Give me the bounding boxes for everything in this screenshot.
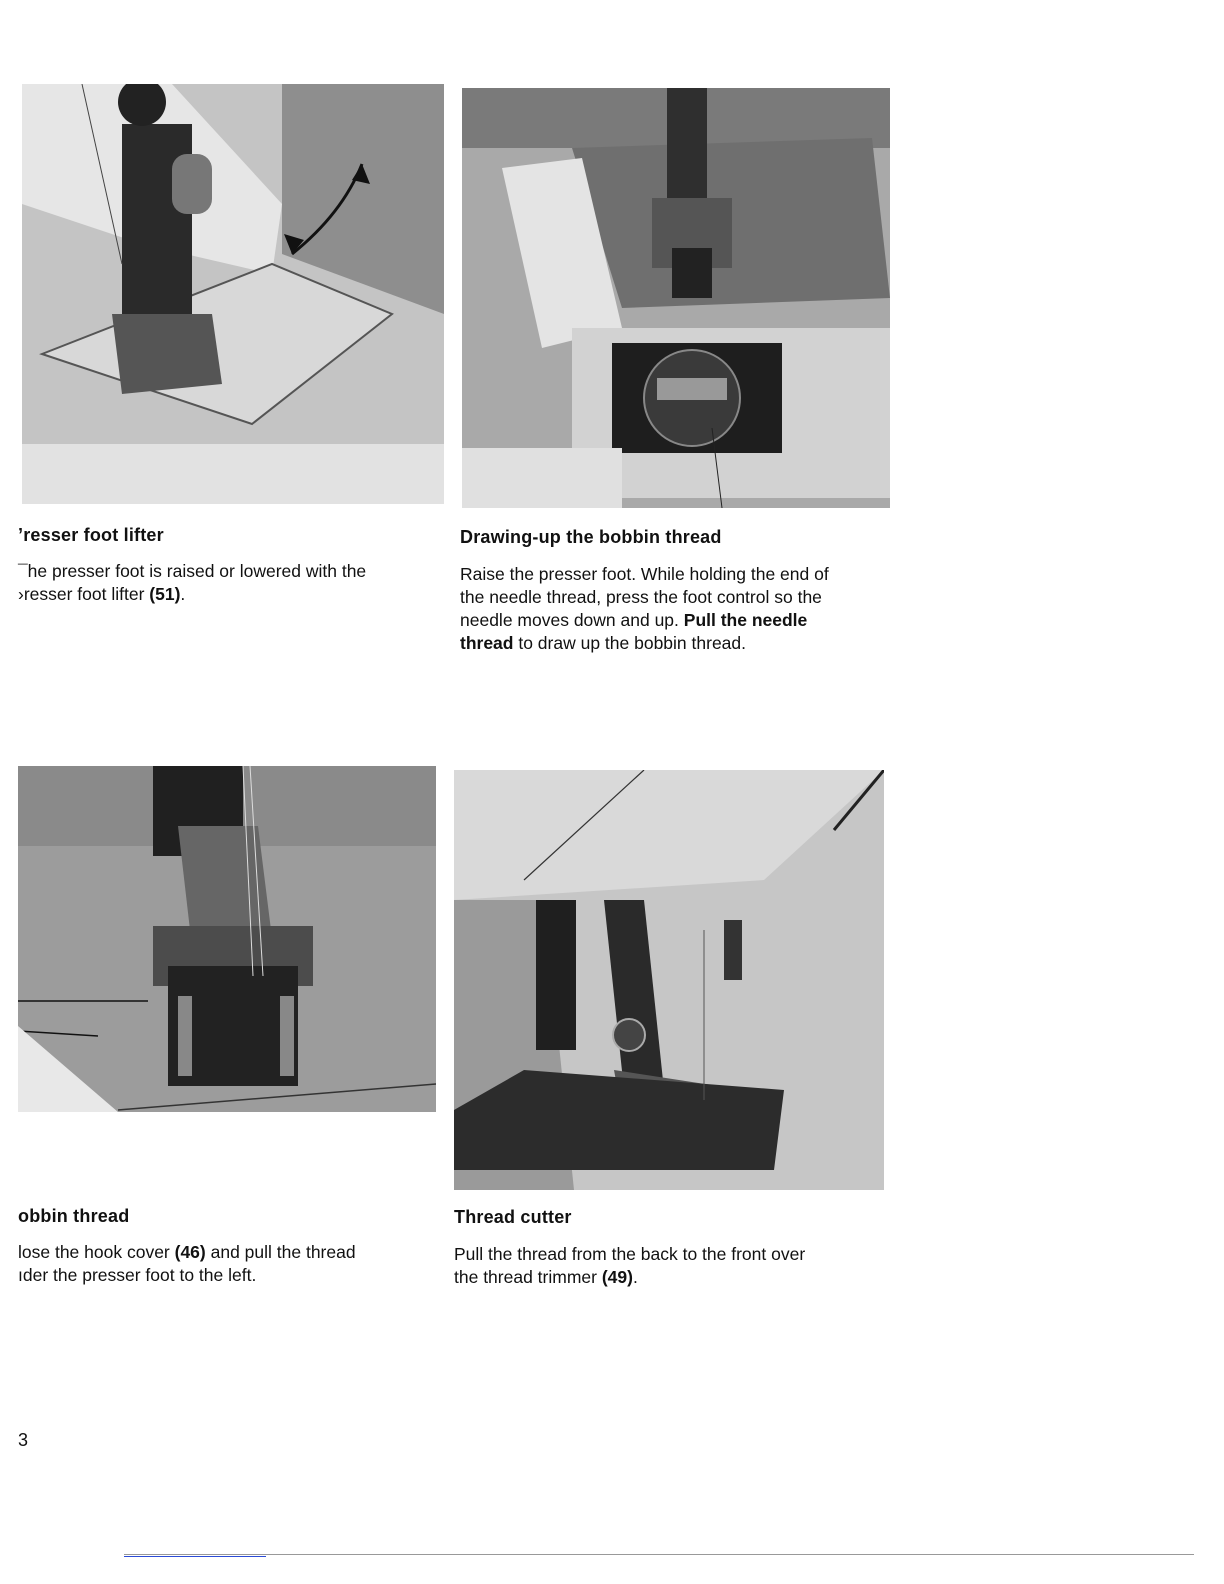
heading-bobbin-thread: obbin thread xyxy=(18,1206,130,1226)
text-presser-foot-lifter xyxy=(18,560,366,606)
footer-rule xyxy=(124,1554,1194,1555)
text-line: the needle thread, press the foot control so the xyxy=(460,587,822,607)
text-line: needle moves down and up. Pull the needle xyxy=(460,610,808,630)
heading-thread-cutter: Thread cutter xyxy=(454,1207,572,1227)
emphasis: thread xyxy=(460,633,514,653)
photo-presser-foot-lifter xyxy=(22,84,444,504)
text-line: ›resser foot lifter (51). xyxy=(18,584,186,604)
page-number: 3 xyxy=(18,1430,29,1450)
text-line: Pull the thread from the back to the front over xyxy=(454,1244,806,1264)
text-drawing-up-bobbin-thread xyxy=(460,563,829,655)
photo-drawing-up-bobbin-thread xyxy=(462,88,890,508)
text-line: ¯he presser foot is raised or lowered with the xyxy=(18,561,367,581)
text-line: thread to draw up the bobbin thread. xyxy=(460,633,747,653)
footer-link-underline xyxy=(124,1556,266,1557)
text-bobbin-thread xyxy=(18,1241,356,1287)
reference-number: (49) xyxy=(601,1267,633,1287)
reference-number: (51) xyxy=(149,584,181,604)
heading-drawing-up-bobbin-thread: Drawing-up the bobbin thread xyxy=(460,527,722,547)
text-line: Raise the presser foot. While holding the end of xyxy=(460,564,829,584)
text-line: ıder the presser foot to the left. xyxy=(18,1265,257,1285)
reference-number: (46) xyxy=(174,1242,206,1262)
text-thread-cutter xyxy=(454,1243,805,1289)
text-line: lose the hook cover (46) and pull the thread xyxy=(18,1242,356,1262)
photo-bobbin-thread xyxy=(18,766,436,1112)
text-line: the thread trimmer (49). xyxy=(454,1267,638,1287)
photo-thread-cutter xyxy=(454,770,884,1190)
emphasis: Pull the needle xyxy=(683,610,808,630)
heading-presser-foot-lifter: ’resser foot lifter xyxy=(18,525,164,545)
